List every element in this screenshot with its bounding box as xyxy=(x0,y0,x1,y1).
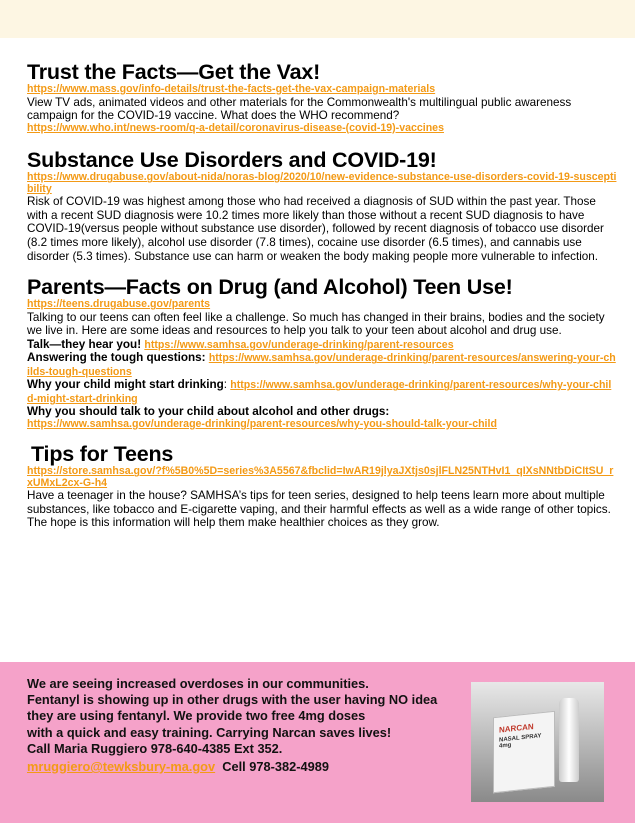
parents-item-questions xyxy=(27,351,617,378)
parents-body: Talking to our teens can often feel like a challenge. So much has changed in their brains, bodies and the society we live in. Here are some ideas and resources to help you talk to your teen about alcohol and drug use. xyxy=(27,310,605,338)
teens-title: Tips for Teens xyxy=(31,442,174,467)
narcan-brand: NARCAN xyxy=(499,721,534,735)
section-vax xyxy=(27,60,617,134)
narcan-product-image xyxy=(471,682,604,802)
vax-link-who[interactable]: https://www.who.int/news-room/q-a-detail/coronavirus-disease-(covid-19)-vaccines xyxy=(27,121,444,134)
nasal-spray-device xyxy=(559,698,579,782)
cell-number: Cell 978-382-4989 xyxy=(215,759,329,775)
sud-link[interactable]: https://www.drugabuse.gov/about-nida/noras-blog/2020/10/new-evidence-substance-use-disorders-covid-19-susceptibility xyxy=(27,171,617,195)
parents-item-label: Talk—they hear you! xyxy=(27,337,145,351)
parents-item-sep: : xyxy=(223,378,231,392)
top-band xyxy=(0,0,635,38)
parents-item-drinking xyxy=(27,378,617,405)
parents-item-label: Why your child might start drinking xyxy=(27,378,224,392)
narcan-line: with a quick and easy training. Carrying Narcan saves lives! xyxy=(27,724,392,740)
narcan-line: Call Maria Ruggiero 978-640-4385 Ext 352. xyxy=(27,740,283,756)
parents-item-talk xyxy=(27,338,617,352)
section-teens xyxy=(27,442,617,530)
sud-title: Substance Use Disorders and COVID-19! xyxy=(27,148,437,173)
narcan-line: they are using fentanyl. We provide two free 4mg doses xyxy=(27,708,366,724)
sud-body: Risk of COVID-19 was highest among those who had received a diagnosis of SUD within the past year. Those with a recent SUD diagnosis were 10.2 times more likely than those without a recent SUD diagnosis to have COVID-19(versus people without substance use disorder), followed by recent diagnosis of tobacco use disorder (8.2 times more likely), alcohol use disorder (7.8 times), cocaine use disorder (6.5 times), and cannabis use disorder (5.3 times). Substance use can harm or weaken the body making people more vulnerable to infection. xyxy=(27,195,604,263)
contact-line xyxy=(27,759,497,775)
teens-link[interactable]: https://store.samhsa.gov/?f%5B0%5D=series%3A5567&fbclid=IwAR19jlyaJXtjs0sjlFLN25NTHvI1_qIXsNNtbDiCItSU_rxUMxL2cx-G-h4 xyxy=(27,465,614,489)
narcan-banner xyxy=(0,662,635,823)
narcan-line: We are seeing increased overdoses in our communities. xyxy=(27,676,369,691)
newsletter-content xyxy=(27,60,617,542)
narcan-box-text: NASAL SPRAY 4mg xyxy=(499,733,542,750)
section-sud xyxy=(27,148,617,263)
parents-item-link[interactable]: https://www.samhsa.gov/underage-drinking/parent-resources xyxy=(144,338,454,351)
section-parents xyxy=(27,275,617,430)
narcan-line: Fentanyl is showing up in other drugs with the user having NO idea xyxy=(27,692,438,708)
parents-item-talk-drugs xyxy=(27,405,617,430)
parents-item-label: Why you should talk to your child about alcohol and other drugs: xyxy=(27,405,390,419)
vax-link-mass[interactable]: https://www.mass.gov/info-details/trust-the-facts-get-the-vax-campaign-materials xyxy=(27,83,436,95)
parents-link[interactable]: https://teens.drugabuse.gov/parents xyxy=(27,298,211,311)
vax-body: View TV ads, animated videos and other materials for the Commonwealth's multilingual public awareness campaign for the COVID-19 vaccine. What does the WHO recommend? xyxy=(27,95,572,123)
narcan-box xyxy=(493,711,555,794)
narcan-text xyxy=(27,676,497,775)
parents-item-link[interactable]: https://www.samhsa.gov/underage-drinking/parent-resources/why-you-should-talk-your-child xyxy=(27,417,497,430)
parents-item-link[interactable]: https://www.samhsa.gov/underage-drinking/parent-resources/why-your-child-might-start-drinking xyxy=(27,379,612,405)
parents-item-link[interactable]: https://www.samhsa.gov/underage-drinking/parent-resources/answering-your-childs-tough-questions xyxy=(27,352,616,378)
parents-title: Parents—Facts on Drug (and Alcohol) Teen Use! xyxy=(27,275,513,300)
parents-item-label: Answering the tough questions: xyxy=(27,351,209,365)
teens-body: Have a teenager in the house? SAMHSA’s tips for teen series, designed to help teens learn more about multiple substances, like tobacco and E-cigarette vaping, and their harmful effects as well as a wide range of other topics. The hope is this information will help them make healthier choices as they grow. xyxy=(27,489,611,530)
email-link[interactable]: mruggiero@tewksbury-ma.gov xyxy=(27,759,216,775)
vax-title: Trust the Facts—Get the Vax! xyxy=(27,60,321,84)
